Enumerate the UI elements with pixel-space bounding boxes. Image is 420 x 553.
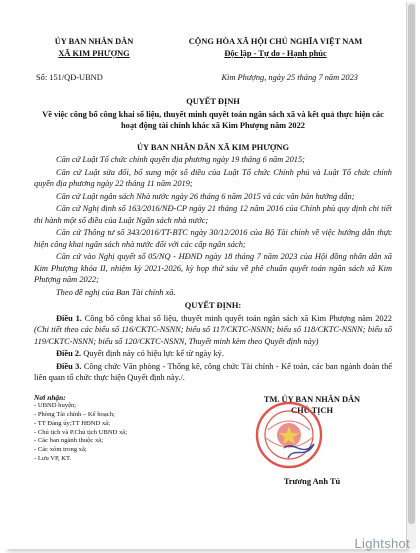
document-number: Số: 151/QĐ-UBND: [36, 73, 103, 82]
recipient-item: - Lưu VP, KT.: [34, 455, 72, 463]
national-title: [159, 36, 392, 59]
article-1: [34, 313, 392, 348]
article-3-text: Công chức Văn phòng - Thống kê, công chức Tài chính - Kế toán, các ban ngành đoàn thể liên quan tổ chức thực hiện Quyết định này./.: [34, 361, 392, 382]
signature-title: TM. ỦY BAN NHÂN DÂN: [263, 394, 361, 404]
recipient-item: - Các ban ngành thuộc xã;: [34, 437, 104, 445]
article-3-label: Điều 3.: [56, 361, 82, 371]
lightshot-watermark: Lightshot: [354, 536, 410, 551]
basis-item: Căn cứ vào Nghị quyết số 05/NQ - HĐND ngày 18 tháng 7 năm 2023 của Hội đồng nhân dân xã Kim Phượng khóa II, nhiệm kỳ 2021-2026, kỳ họp thứ sáu về phê chuẩn quyết toán ngân sách xã Kim Phượng năm 2022;: [34, 252, 392, 284]
recipients-list: [34, 394, 204, 464]
recipient-item: - Các xóm trong xã;: [34, 446, 87, 454]
signature-position: CHỦ TỊCH: [291, 406, 333, 415]
document-header: [34, 36, 392, 76]
document-footer: [34, 394, 392, 484]
basis-item: Căn cứ Luật Tổ chức chính quyền địa phương ngày 19 tháng 6 năm 2015;: [56, 155, 305, 164]
decision-document: [34, 36, 392, 484]
document-page: [4, 2, 407, 549]
recipient-item: - TT Đảng ủy;TT HĐND xã;: [34, 419, 111, 427]
nation-name: CỘNG HÒA XÃ HỘI CHỦ NGHĨA VIỆT NAM: [188, 37, 363, 46]
recipient-item: - Phòng Tài chính – Kế hoạch;: [34, 411, 115, 419]
article-1-label: Điều 1.: [56, 313, 82, 323]
document-title: QUYẾT ĐỊNH: [186, 97, 240, 106]
recipient-item: - UBND huyện;: [34, 402, 77, 410]
legal-basis: [34, 154, 392, 298]
basis-item: Căn cứ Nghị định số 163/2016/NĐ-CP ngày 21 tháng 12 năm 2016 của Chính phủ quy định chi tiết thi hành một số điều của Luật Ngân sách nhà nước;: [34, 204, 392, 225]
basis-item: Theo đề nghị của Ban Tài chính xã.: [56, 287, 176, 297]
document-subject: Về việc công bố công khai số liệu, thuyết minh quyết toán ngân sách xã và kết quả thực hiện các hoạt động tài chính khác xã Kim Phượng năm 2022: [42, 109, 384, 130]
authority-line-2: XÃ KIM PHƯỢNG: [58, 48, 130, 58]
signer-name: Trương Anh Tú: [283, 476, 341, 486]
basis-item: Căn cứ Luật ngân sách Nhà nước ngày 26 tháng 6 năm 2015 và các văn bản hướng dẫn;: [56, 191, 355, 201]
authority-line-1: ỦY BAN NHÂN DÂN: [54, 37, 134, 46]
number-date-row: [34, 72, 392, 86]
article-3: [34, 361, 392, 384]
national-motto: Độc lập - Tự do - Hạnh phúc: [224, 48, 327, 58]
decides-heading: QUYẾT ĐỊNH:: [184, 301, 242, 310]
article-1-detail: (Chi tiết theo các biểu số 116/CKTC-NSNN; biểu số 117/CKTC-NSNN; biểu số 118/CKTC-NSNN; biểu số 119/CKTC-NSNN; biểu số 120/CKTC-NSNN, Thuyết minh kèm theo Quyết định này): [34, 325, 392, 346]
issuing-authority: [34, 36, 154, 59]
place-date: Kim Phượng, ngày 25 tháng 7 năm 2023: [221, 73, 358, 82]
article-2-text: Quyết định này có hiệu lực kể từ ngày ký.: [81, 349, 224, 358]
scrollbar-thumb[interactable]: [408, 4, 415, 524]
article-2-label: Điều 2.: [56, 349, 82, 358]
article-1-text: Công bố công khai số liệu, thuyết minh quyết toán ngân sách xã Kim Phượng năm 2022: [81, 313, 392, 323]
basis-item: Căn cứ Thông tư số 343/2016/TT-BTC ngày 30/12/2016 của Bộ Tài chính về việc hướng dẫn thực hiện công khai ngân sách nhà nước đối với các cấp ngân sách;: [34, 228, 392, 249]
council-name: ỦY BAN NHÂN DÂN XÃ KIM PHƯỢNG: [137, 142, 289, 152]
recipient-item: - Chủ tịch và P.Chủ tịch UBND xã;: [34, 428, 128, 436]
signature-block: [234, 394, 390, 486]
recipients-title: Nơi nhận:: [34, 392, 66, 402]
basis-item: Căn cứ Luật sửa đổi, bổ sung một số điều của Luật Tổ chức Chính phủ và Luật Tổ chức chính quyền địa phương ngày 22 tháng 11 năm 2019;: [34, 167, 392, 188]
official-seal-icon: [254, 400, 324, 470]
article-2: [34, 348, 392, 360]
